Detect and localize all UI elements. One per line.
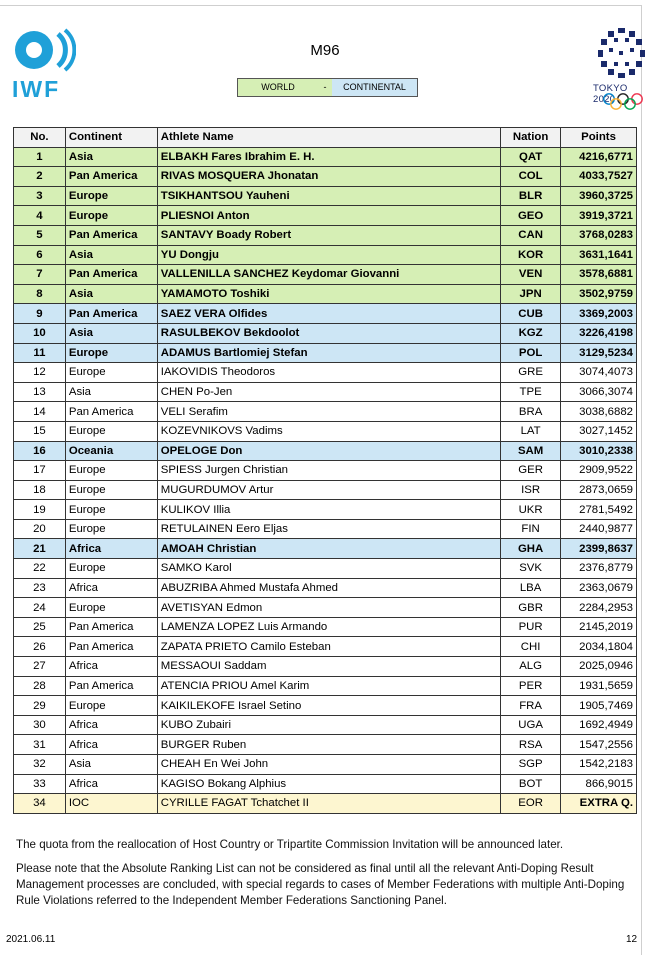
cell-points: 3369,2003 [561,304,637,324]
cell-points: 4216,6771 [561,147,637,167]
cell-athlete-name: LAMENZA LOPEZ Luis Armando [157,617,500,637]
cell-continent: Asia [65,147,157,167]
cell-rank: 30 [14,715,66,735]
cell-athlete-name: SANTAVY Boady Robert [157,225,500,245]
cell-points: 3768,0283 [561,225,637,245]
cell-athlete-name: VALLENILLA SANCHEZ Keydomar Giovanni [157,265,500,285]
cell-rank: 31 [14,735,66,755]
cell-continent: Europe [65,519,157,539]
cell-points: 2376,8779 [561,559,637,579]
column-header-points: Points [561,128,637,148]
cell-athlete-name: ABUZRIBA Ahmed Mustafa Ahmed [157,578,500,598]
cell-rank: 7 [14,265,66,285]
table-header-row [14,128,637,148]
table-row [14,774,637,794]
table-row [14,147,637,167]
cell-rank: 34 [14,794,66,814]
cell-athlete-name: RETULAINEN Eero Eljas [157,519,500,539]
cell-points: 1542,2183 [561,755,637,775]
table-row [14,225,637,245]
column-header-continent: Continent [65,128,157,148]
table-row [14,167,637,187]
cell-athlete-name: MUGURDUMOV Artur [157,480,500,500]
cell-athlete-name: ATENCIA PRIOU Amel Karim [157,676,500,696]
cell-nation: CAN [501,225,561,245]
cell-continent: Asia [65,284,157,304]
cell-athlete-name: YAMAMOTO Toshiki [157,284,500,304]
cell-points: 2873,0659 [561,480,637,500]
cell-rank: 6 [14,245,66,265]
ranking-table-body [14,147,637,813]
cell-continent: Asia [65,382,157,402]
cell-continent: Pan America [65,225,157,245]
cell-nation: GHA [501,539,561,559]
cell-points: 4033,7527 [561,167,637,187]
table-row [14,441,637,461]
cell-athlete-name: YU Dongju [157,245,500,265]
cell-nation: QAT [501,147,561,167]
cell-continent: Pan America [65,265,157,285]
table-row [14,402,637,422]
table-row [14,284,637,304]
cell-nation: ISR [501,480,561,500]
table-row [14,617,637,637]
cell-rank: 14 [14,402,66,422]
cell-rank: 25 [14,617,66,637]
iwf-logo-text: IWF [12,76,61,102]
cell-points: 2363,0679 [561,578,637,598]
cell-nation: CHI [501,637,561,657]
cell-athlete-name: BURGER Ruben [157,735,500,755]
table-row [14,676,637,696]
table-row [14,206,637,226]
footnote-quota: The quota from the reallocation of Host Country or Tripartite Commission Invitation will be announced later. [16,838,564,851]
cell-points: 3502,9759 [561,284,637,304]
cell-athlete-name: VELI Serafim [157,402,500,422]
cell-rank: 32 [14,755,66,775]
cell-points: 3074,4073 [561,363,637,383]
cell-rank: 29 [14,696,66,716]
legend-separator: - [318,79,332,96]
cell-continent: Asia [65,245,157,265]
ranking-table [13,127,637,814]
page-right-border [641,5,642,955]
footnote [16,837,646,917]
cell-continent: Europe [65,696,157,716]
cell-rank: 2 [14,167,66,187]
cell-nation: COL [501,167,561,187]
document-date: 2021.06.11 [6,934,56,945]
table-row [14,519,637,539]
cell-continent: Europe [65,186,157,206]
cell-athlete-name: CYRILLE FAGAT Tchatchet II [157,794,500,814]
cell-athlete-name: RIVAS MOSQUERA Jhonatan [157,167,500,187]
cell-points: 3129,5234 [561,343,637,363]
cell-athlete-name: SAMKO Karol [157,559,500,579]
cell-rank: 3 [14,186,66,206]
cell-athlete-name: SAEZ VERA Olfides [157,304,500,324]
cell-continent: Pan America [65,617,157,637]
cell-points: 2399,8637 [561,539,637,559]
cell-nation: GRE [501,363,561,383]
cell-nation: EOR [501,794,561,814]
cell-continent: Europe [65,343,157,363]
cell-rank: 8 [14,284,66,304]
cell-rank: 20 [14,519,66,539]
cell-athlete-name: RASULBEKOV Bekdoolot [157,323,500,343]
cell-nation: BRA [501,402,561,422]
cell-continent: Europe [65,598,157,618]
table-row [14,755,637,775]
cell-points: 2781,5492 [561,500,637,520]
cell-continent: Pan America [65,676,157,696]
column-header-athlete: Athlete Name [157,128,500,148]
cell-nation: SAM [501,441,561,461]
cell-points: 2909,9522 [561,461,637,481]
cell-rank: 5 [14,225,66,245]
cell-rank: 18 [14,480,66,500]
cell-athlete-name: CHEN Po-Jen [157,382,500,402]
cell-continent: Europe [65,500,157,520]
cell-continent: Africa [65,715,157,735]
cell-points: 2025,0946 [561,657,637,677]
cell-points: 3226,4198 [561,323,637,343]
cell-rank: 15 [14,421,66,441]
footnote-anti-doping: Please note that the Absolute Ranking List can not be considered as final until all the relevant Anti-Doping Result Management processes are concluded, with special regards to cases of Member Federations with multiple Anti-Doping Rule Violations referred to the Independent Member Federations Sanctioning Panel. [16,862,625,907]
cell-points: 1692,4949 [561,715,637,735]
cell-rank: 19 [14,500,66,520]
cell-continent: Europe [65,461,157,481]
page-title: M96 [310,42,340,59]
table-row [14,363,637,383]
table-row [14,637,637,657]
cell-athlete-name: OPELOGE Don [157,441,500,461]
olympic-rings-icon [601,93,645,111]
cell-points: 1905,7469 [561,696,637,716]
cell-points: 2284,2953 [561,598,637,618]
cell-rank: 4 [14,206,66,226]
cell-athlete-name: KAIKILEKOFE Israel Setino [157,696,500,716]
table-row [14,480,637,500]
cell-rank: 12 [14,363,66,383]
cell-rank: 1 [14,147,66,167]
cell-nation: PER [501,676,561,696]
table-row [14,657,637,677]
cell-continent: Pan America [65,402,157,422]
cell-nation: RSA [501,735,561,755]
cell-nation: PUR [501,617,561,637]
table-row [14,735,637,755]
cell-nation: UGA [501,715,561,735]
cell-nation: FIN [501,519,561,539]
table-row [14,461,637,481]
cell-points: 1931,5659 [561,676,637,696]
cell-rank: 11 [14,343,66,363]
cell-rank: 17 [14,461,66,481]
cell-rank: 24 [14,598,66,618]
cell-athlete-name: SPIESS Jurgen Christian [157,461,500,481]
cell-rank: 10 [14,323,66,343]
cell-rank: 23 [14,578,66,598]
cell-nation: GER [501,461,561,481]
table-row [14,539,637,559]
cell-rank: 27 [14,657,66,677]
cell-nation: GBR [501,598,561,618]
cell-nation: FRA [501,696,561,716]
column-header-no: No. [14,128,66,148]
cell-rank: 26 [14,637,66,657]
cell-rank: 16 [14,441,66,461]
cell-nation: VEN [501,265,561,285]
cell-athlete-name: KOZEVNIKOVS Vadims [157,421,500,441]
cell-continent: Africa [65,735,157,755]
cell-continent: Africa [65,657,157,677]
cell-continent: Pan America [65,167,157,187]
cell-athlete-name: ADAMUS Bartlomiej Stefan [157,343,500,363]
cell-athlete-name: ELBAKH Fares Ibrahim E. H. [157,147,500,167]
cell-points: EXTRA Q. [561,794,637,814]
cell-continent: Asia [65,755,157,775]
table-row [14,421,637,441]
table-row [14,696,637,716]
cell-points: 1547,2556 [561,735,637,755]
page-number: 12 [626,934,638,945]
cell-rank: 13 [14,382,66,402]
cell-nation: BOT [501,774,561,794]
table-row [14,323,637,343]
cell-nation: BLR [501,186,561,206]
cell-nation: GEO [501,206,561,226]
cell-continent: Europe [65,363,157,383]
cell-points: 3038,6882 [561,402,637,422]
cell-nation: ALG [501,657,561,677]
cell-athlete-name: IAKOVIDIS Theodoros [157,363,500,383]
table-row [14,186,637,206]
cell-nation: LAT [501,421,561,441]
color-legend [237,78,418,97]
cell-athlete-name: AVETISYAN Edmon [157,598,500,618]
cell-points: 2440,9877 [561,519,637,539]
cell-nation: SGP [501,755,561,775]
cell-athlete-name: PLIESNOI Anton [157,206,500,226]
cell-continent: Africa [65,578,157,598]
table-row [14,343,637,363]
cell-points: 3027,1452 [561,421,637,441]
cell-continent: Pan America [65,637,157,657]
cell-points: 3631,1641 [561,245,637,265]
cell-continent: Oceania [65,441,157,461]
cell-rank: 33 [14,774,66,794]
cell-continent: IOC [65,794,157,814]
cell-continent: Europe [65,206,157,226]
cell-points: 3960,3725 [561,186,637,206]
cell-continent: Europe [65,421,157,441]
cell-rank: 21 [14,539,66,559]
cell-nation: POL [501,343,561,363]
cell-nation: UKR [501,500,561,520]
cell-nation: KOR [501,245,561,265]
cell-continent: Africa [65,539,157,559]
cell-points: 866,9015 [561,774,637,794]
cell-athlete-name: TSIKHANTSOU Yauheni [157,186,500,206]
cell-points: 3010,2338 [561,441,637,461]
cell-rank: 22 [14,559,66,579]
cell-nation: CUB [501,304,561,324]
cell-points: 2034,1804 [561,637,637,657]
table-row [14,578,637,598]
table-row [14,245,637,265]
cell-rank: 9 [14,304,66,324]
cell-athlete-name: KAGISO Bokang Alphius [157,774,500,794]
cell-points: 3578,6881 [561,265,637,285]
table-row [14,715,637,735]
cell-points: 3066,3074 [561,382,637,402]
cell-nation: LBA [501,578,561,598]
cell-athlete-name: KUBO Zubairi [157,715,500,735]
tokyo-2020-text: TOKYO 2020 [593,83,628,105]
tokyo-2020-emblem-icon [592,24,650,84]
cell-continent: Pan America [65,304,157,324]
cell-continent: Asia [65,323,157,343]
column-header-nation: Nation [501,128,561,148]
cell-athlete-name: MESSAOUI Saddam [157,657,500,677]
cell-nation: JPN [501,284,561,304]
cell-continent: Africa [65,774,157,794]
cell-continent: Europe [65,480,157,500]
table-row [14,794,637,814]
legend-world: WORLD [238,79,318,96]
cell-nation: TPE [501,382,561,402]
table-row [14,382,637,402]
cell-points: 2145,2019 [561,617,637,637]
table-row [14,500,637,520]
table-row [14,304,637,324]
page-top-border [0,5,642,6]
cell-athlete-name: AMOAH Christian [157,539,500,559]
cell-nation: SVK [501,559,561,579]
cell-continent: Europe [65,559,157,579]
table-row [14,598,637,618]
cell-rank: 28 [14,676,66,696]
cell-points: 3919,3721 [561,206,637,226]
cell-athlete-name: CHEAH En Wei John [157,755,500,775]
cell-athlete-name: ZAPATA PRIETO Camilo Esteban [157,637,500,657]
cell-nation: KGZ [501,323,561,343]
legend-continental: CONTINENTAL [332,79,417,96]
table-row [14,559,637,579]
cell-athlete-name: KULIKOV Illia [157,500,500,520]
table-row [14,265,637,285]
